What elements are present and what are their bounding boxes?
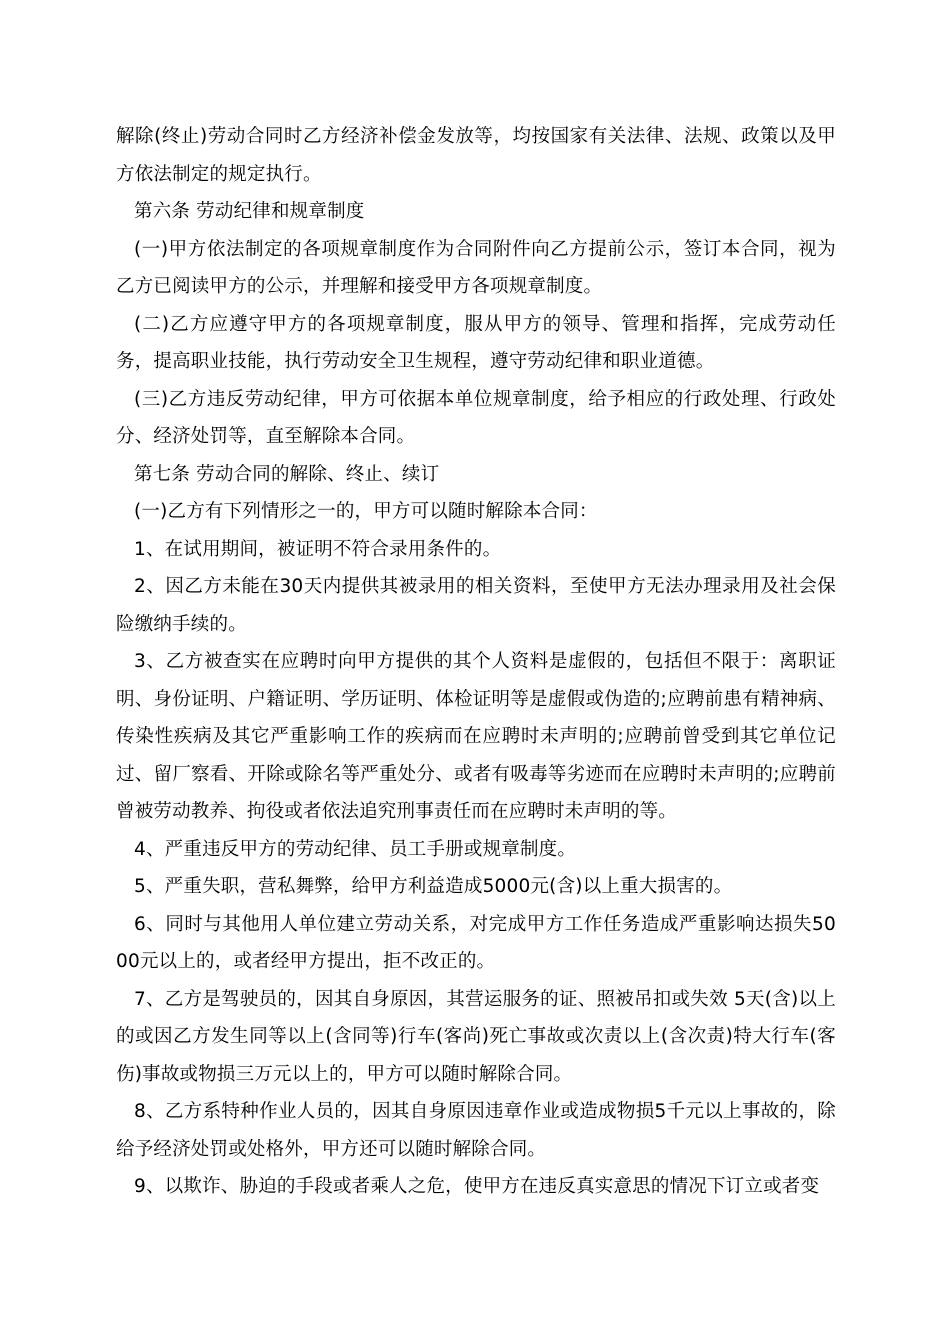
list-item-7: 7、乙方是驾驶员的，因其自身原因，其营运服务的证、照被吊扣或失效 5天(含)以上的或因乙方发生同等以上(含同等)行车(客尚)死亡事故或次责以上(含次责)特大行车(客伤)事故或物损三万元以上的，甲方可以随时解除合同。: [116, 988, 836, 1085]
paragraph-severance-continuation: 解除(终止)劳动合同时乙方经济补偿金发放等，均按国家有关法律、法规、政策以及甲方依法制定的规定执行。: [116, 126, 836, 185]
list-item-2: 2、因乙方未能在30天内提供其被录用的相关资料，至使甲方无法办理录用及社会保险缴纳手续的。: [116, 576, 836, 635]
list-item-6: 6、同时与其他用人单位建立劳动关系，对完成甲方工作任务造成严重影响达损失5000元以上的，或者经甲方提出，拒不改正的。: [116, 913, 836, 972]
list-item-3: 3、乙方被查实在应聘时向甲方提供的其个人资料是虚假的，包括但不限于：离职证明、身份证明、户籍证明、学历证明、体检证明等是虚假或伪造的;应聘前患有精神病、传染性疾病及其它严重影响工作的疾病而在应聘时未声明的;应聘前曾受到其它单位记过、留厂察看、开除或除名等严重处分、或者有吸毒等劣迹而在应聘时未声明的;应聘前曾被劳动教养、拘役或者依法追究刑事责任而在应聘时未声明的等。: [116, 651, 836, 822]
article-7-clause-1: (一)乙方有下列情形之一的，甲方可以随时解除本合同：: [134, 501, 598, 522]
article-6-clause-2: (二)乙方应遵守甲方的各项规章制度，服从甲方的领导、管理和指挥，完成劳动任务，提高职业技能，执行劳动安全卫生规程，遵守劳动纪律和职业道德。: [116, 313, 836, 372]
list-item-4: 4、严重违反甲方的劳动纪律、员工手册或规章制度。: [134, 838, 577, 860]
list-item-9: 9、以欺诈、胁迫的手段或者乘人之危，使甲方在违反真实意思的情况下订立或者变: [134, 1176, 820, 1197]
article-6-clause-1: (一)甲方依法制定的各项规章制度作为合同附件向乙方提前公示，签订本合同，视为乙方已阅读甲方的公示，并理解和接受甲方各项规章制度。: [116, 238, 836, 297]
contract-body: [116, 118, 836, 1206]
list-item-8: 8、乙方系特种作业人员的，因其自身原因违章作业或造成物损5千元以上事故的，除给予经济处罚或处格外，甲方还可以随时解除合同。: [116, 1101, 836, 1160]
article-6-clause-3: (三)乙方违反劳动纪律，甲方可依据本单位规章制度，给予相应的行政处理、行政处分、经济处罚等，直至解除本合同。: [116, 388, 836, 447]
article-7-heading: 第七条 劳动合同的解除、终止、续订: [134, 463, 440, 485]
list-item-1: 1、在试用期间，被证明不符合录用条件的。: [134, 538, 502, 560]
article-6-heading: 第六条 劳动纪律和规章制度: [134, 201, 365, 222]
list-item-5: 5、严重失职，营私舞弊，给甲方利益造成5000元(含)以上重大损害的。: [134, 876, 733, 897]
